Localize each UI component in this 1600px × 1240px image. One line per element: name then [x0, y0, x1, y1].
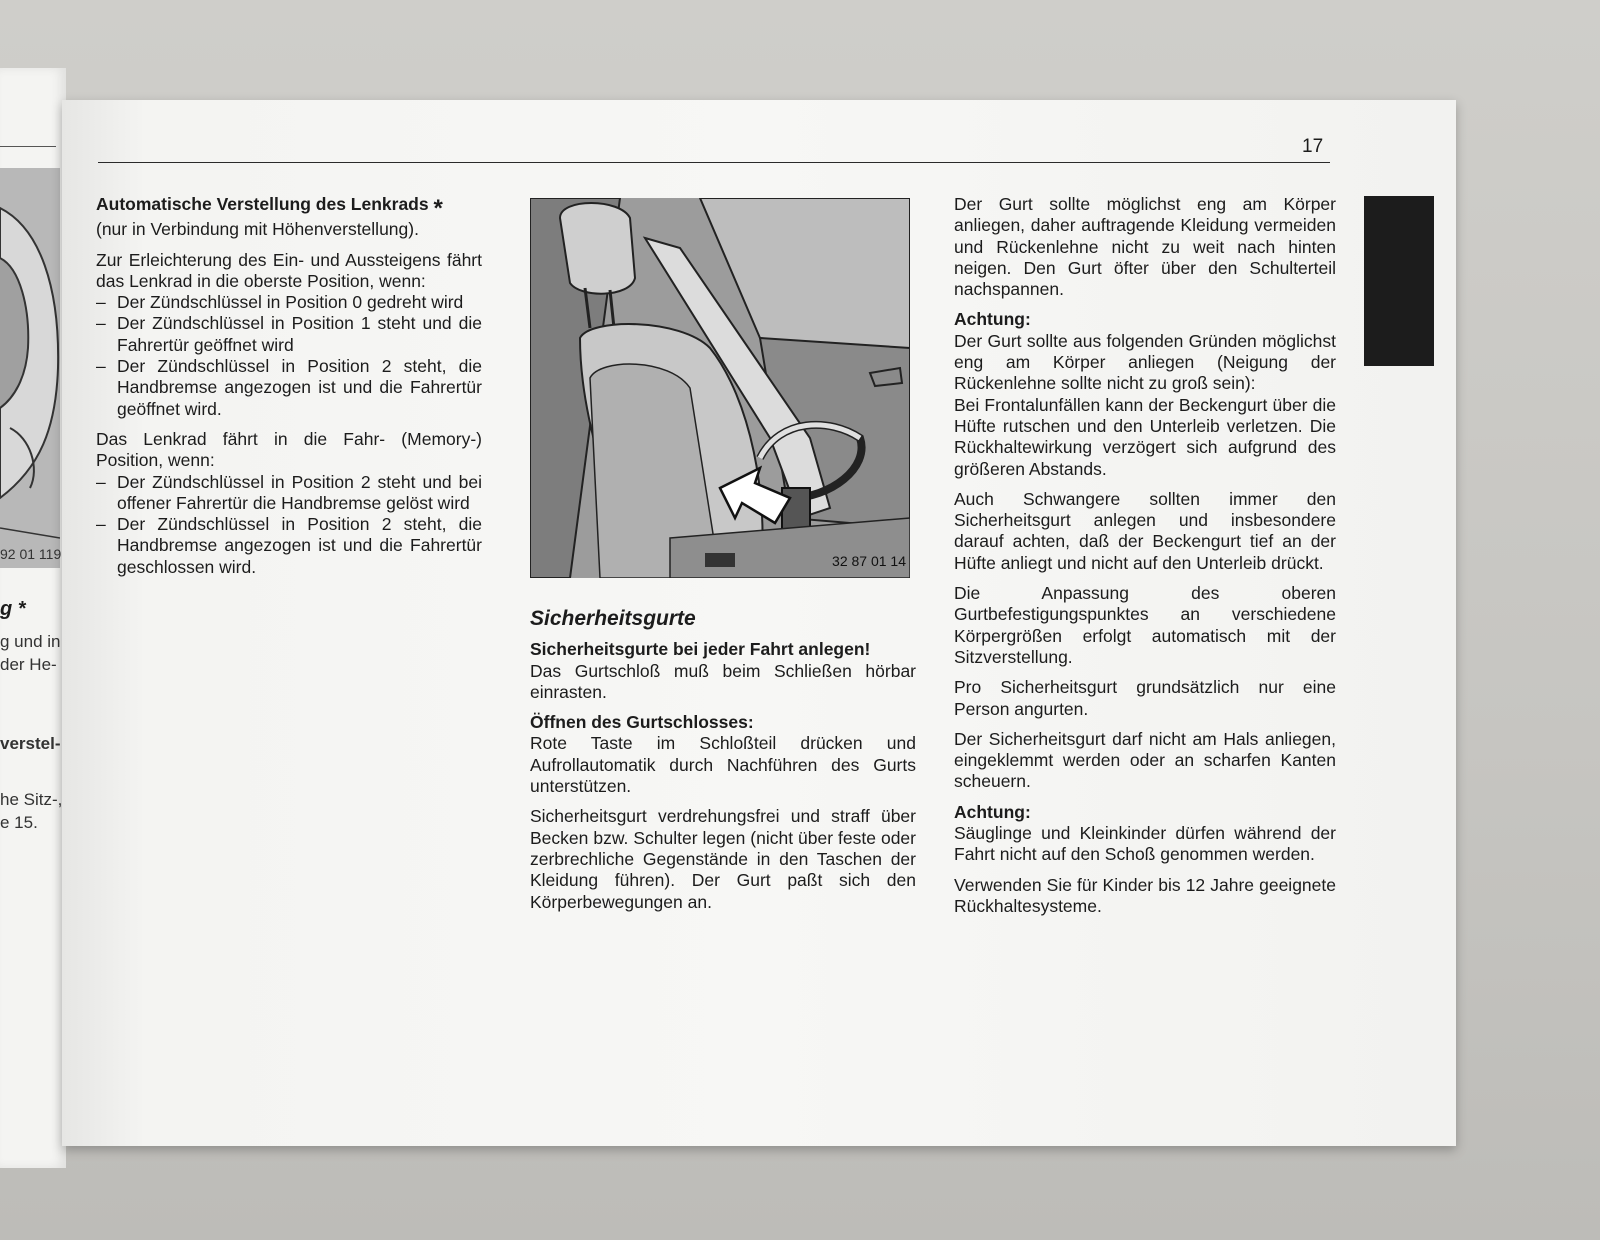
list-item: – Der Zündschlüssel in Position 2 steht und bei offener Fahrertür die Handbremse gelöst wird [96, 472, 482, 515]
seatbelt-bold-1: Sicherheitsgurte bei jeder Fahrt anlegen! [530, 639, 871, 660]
section-title: Sicherheitsgurte [530, 607, 696, 630]
left-heading: g * [0, 598, 26, 620]
seatbelt-text [530, 578, 916, 922]
page-number: 17 [1302, 136, 1324, 157]
steering-para-2: Das Lenkrad fährt in die Fahr- (Memory-) Position, wenn: [96, 428, 482, 471]
column-steering [96, 194, 482, 587]
list-item: – Der Zündschlüssel in Position 2 steht, die Handbremse angezogen ist und die Fahrertür geschlossen wird. [96, 514, 482, 578]
list-item: – Der Zündschlüssel in Position 2 steht, die Handbremse angezogen ist und die Fahrertür geöffnet wird. [96, 356, 482, 420]
attention-heading-2: Achtung: [954, 801, 1031, 822]
left-header-rule [0, 146, 56, 147]
header-rule [98, 162, 1330, 163]
steering-list-1 [96, 292, 482, 420]
manual-page [62, 100, 1456, 1146]
thumb-index-tab [1364, 196, 1434, 366]
steering-heading: Automatische Verstellung des Lenkrads * [96, 194, 443, 222]
seatbelt-bold-2: Öffnen des Gurtschlosses: [530, 712, 754, 733]
notes-para-3: Die Anpassung des oberen Gurtbefestigungspunktes an verschiedene Körpergrößen erfolgt automatisch mit der Sitzverstellung. [954, 583, 1336, 667]
steering-wheel-illustration [0, 168, 60, 568]
seatbelt-text-1: Das Gurtschloß muß beim Schließen hörbar einrasten. [530, 660, 916, 702]
seatbelt-text-2: Rote Taste im Schloßteil drücken und Aufrollautomatik durch Nachführen des Gurts unterstützen. [530, 733, 916, 797]
attention-heading: Achtung: [954, 309, 1031, 330]
list-item: – Der Zündschlüssel in Position 0 gedreht wird [96, 292, 482, 313]
list-item: – Der Zündschlüssel in Position 1 steht und die Fahrertür geöffnet wird [96, 313, 482, 356]
left-text-line: he Sitz-, [0, 790, 63, 809]
notes-para-1: Der Gurt sollte möglichst eng am Körper anliegen, daher auftragende Kleidung vermeiden und Rückenlehne nicht zu weit nach hinten neigen. Den Gurt öfter über den Schulterteil nachspannen. [954, 194, 1336, 300]
attention-text-3: Säuglinge und Kleinkinder dürfen während der Fahrt nicht auf den Schoß genommen werden. [954, 823, 1336, 865]
notes-para-2: Auch Schwangere sollten immer den Sicherheitsgurt anlegen und insbesondere darauf achten, daß der Beckengurt tief an der Hüfte anliegt und nicht auf den Unterleib drückt. [954, 488, 1336, 573]
left-text-line: der He- [0, 655, 57, 674]
figure-code: 32 87 01 14 [832, 552, 906, 569]
steering-para-1: Zur Erleichterung des Ein- und Aussteigens fährt das Lenkrad in die oberste Position, wenn: [96, 249, 482, 291]
steering-subheading: (nur in Verbindung mit Höhenverstellung). [96, 219, 419, 240]
notes-para-5: Der Sicherheitsgurt darf nicht am Hals anliegen, eingeklemmt werden oder an scharfen Kanten scheuern. [954, 728, 1336, 792]
attention-text: Der Gurt sollte aus folgenden Gründen möglichst eng am Körper anliegen (Neigung der Rückenlehne sollte nicht zu groß sein): [954, 330, 1336, 394]
column-seatbelt-notes [954, 194, 1336, 926]
steering-list-2 [96, 472, 482, 578]
left-bold-line: verstel- [0, 734, 61, 753]
left-figure-code: 92 01 119 [0, 546, 62, 562]
attention-text-2: Bei Frontalunfällen kann der Beckengurt über die Hüfte rutschen und den Unterleib verletzen. Die Rückhaltewirkung verzögert sich aufgrund des größeren Abstands. [954, 394, 1336, 479]
left-page-fragment [0, 68, 66, 1168]
left-text-line: e 15. [0, 813, 38, 832]
seat-drawing [530, 198, 910, 578]
seatbelt-text-3: Sicherheitsgurt verdrehungsfrei und straff über Becken bzw. Schulter legen (nicht über feste oder zerbrechliche Gegenstände in den Taschen der Kleidung führen). Der Gurt paßt sich den Körperbewegungen an. [530, 806, 916, 912]
left-text-line: g und in [0, 632, 61, 651]
notes-para-4: Pro Sicherheitsgurt grundsätzlich nur eine Person angurten. [954, 677, 1336, 719]
notes-para-6: Verwenden Sie für Kinder bis 12 Jahre geeignete Rückhaltesysteme. [954, 874, 1336, 916]
option-asterisk: * [433, 195, 443, 222]
seatbelt-illustration [530, 198, 910, 578]
